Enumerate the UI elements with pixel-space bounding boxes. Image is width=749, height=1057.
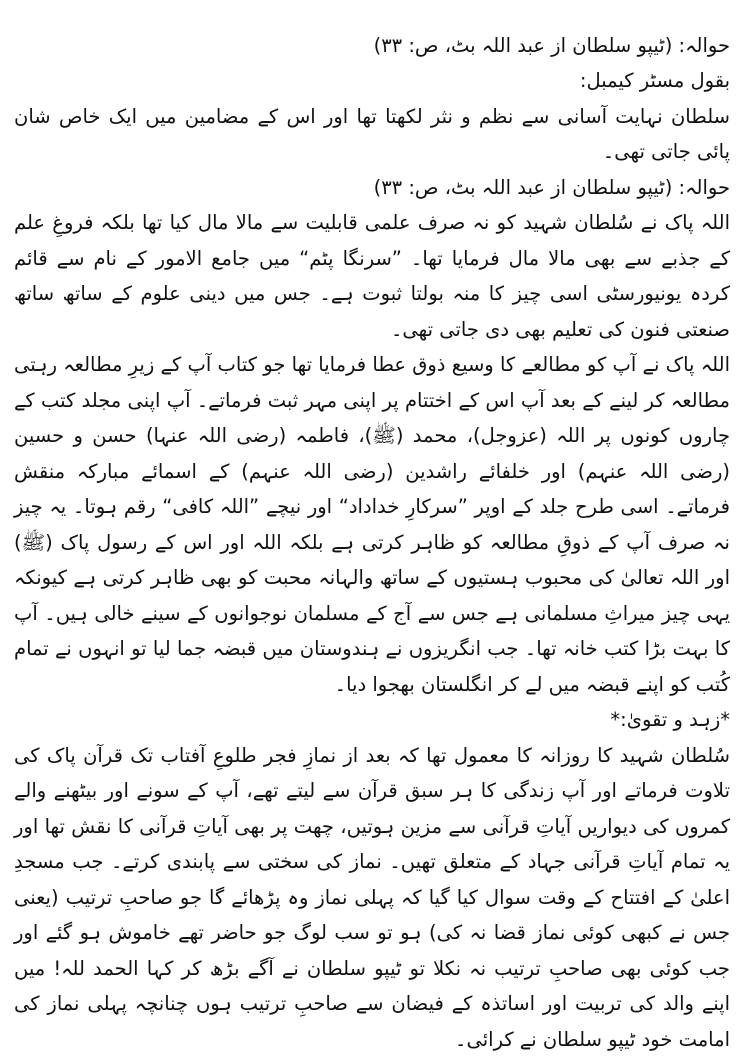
quote-attribution: بقول مسٹر کیمبل: xyxy=(579,69,730,93)
paragraph: اللہ پاک نے سُلطان شہید کو نہ صرف علمی قابلیت سے مالا مال کیا تھا بلکہ فروغِ علم کے جذبے سے بھی مالا مال فرمایا تھا۔ ”سرنگا پٹم“ میں جامع الامور کے نام سے قائم کردہ یونیورسٹی اسی چیز کا منہ بولتا ثبوت ہے۔ جس میں دینی علوم کے ساتھ ساتھ صنعتی فنون کی تعلیم بھی دی جاتی تھی۔ xyxy=(14,211,730,341)
section-title: *زہد و تقویٰ:* xyxy=(610,708,730,732)
citation-line: حوالہ: (ٹیپو سلطان از عبد اللہ بٹ، ص: ۳۳) xyxy=(373,34,730,57)
paragraph: اللہ پاک نے آپ کو مطالعے کا وسیع ذوق عطا فرمایا تھا جو کتاب آپ کے زیرِ مطالعہ رہتی مطالعہ کر لینے کے بعد آپ اس کے اختتام پر اپنی مہر ثبت فرماتے۔ آپ اپنی مجلد کتب کے چاروں کونوں پر اللہ (عزوجل)، محمد (ﷺ)، فاطمہ (رضی اللہ عنہا) حسن و حسین (رضی اللہ عنہم) اور خلفائے راشدین (رضی اللہ عنہم) کے اسمائے مبارکہ منقش فرماتے۔ اسی طرح جلد کے اوپر ”سرکارِ خداداد“ اور نیچے ”اللہ کافی“ رقم ہوتا۔ یہ چیز نہ صرف آپ کے ذوقِ مطالعہ کو ظاہر کرتی ہے بلکہ اللہ اور اس کے رسول پاک (ﷺ) اور اللہ تعالیٰ کی محبوب ہستیوں کے ساتھ والہانہ محبت کو بھی ظاہر کرتی ہے کیونکہ یہی چیز میراثِ مسلمانی ہے جس سے آج کے مسلمان نوجوانوں کے سینے خالی ہیں۔ آپ کا بہت بڑا کتب خانہ تھا۔ جب انگریزوں نے ہندوستان میں قبضہ جما لیا تو انہوں نے تمام کُتب کو اپنے قبضہ میں لے کر انگلستان بھجوا دیا۔ xyxy=(14,353,730,696)
citation-line: حوالہ: (ٹیپو سلطان از عبد اللہ بٹ، ص: ۳۳) xyxy=(373,175,730,199)
document-page xyxy=(14,28,730,1057)
paragraph: سُلطان شہید کا روزانہ کا معمول تھا کہ بعد از نمازِ فجر طلوعِ آفتاب تک قرآن پاک کی تلاوت فرماتے اور آپ زندگی کا ہر سبق قرآن سے لیتے تھے، آپ کے سونے اور بیٹھنے والے کمروں کی دیواریں آیاتِ قرآنی سے مزین ہوتیں، چھت پر بھی آیاتِ قرآنی کا نقش تھا اور یہ تمام آیاتِ قرآنی جہاد کے متعلق تھیں۔ نماز کی سختی سے پابندی کرتے۔ جب مسجدِ اعلیٰ کے افتتاح کے وقت سوال کیا گیا کہ پہلی نماز وہ پڑھائے گا جو صاحبِ ترتیب (یعنی جس نے کبھی کوئی نماز قضا نہ کی) ہو تو سب لوگ جو حاضر تھے خاموش ہو گئے اور جب کوئی بھی صاحبِ ترتیب نہ نکلا تو ٹیپو سلطان نے آگے بڑھ کر کہا الحمد للہ! میں اپنے والد کی تربیت اور اساتذہ کے فیضان سے صاحبِ ترتیب ہوں چنانچہ پہلی نماز کی امامت خود ٹیپو سلطان نے کرائی۔ xyxy=(14,743,730,1051)
quote-text: سلطان نہایت آسانی سے نظم و نثر لکھتا تھا اور اس کے مضامین میں ایک خاص شان پائی جاتی تھی۔ xyxy=(14,104,730,164)
